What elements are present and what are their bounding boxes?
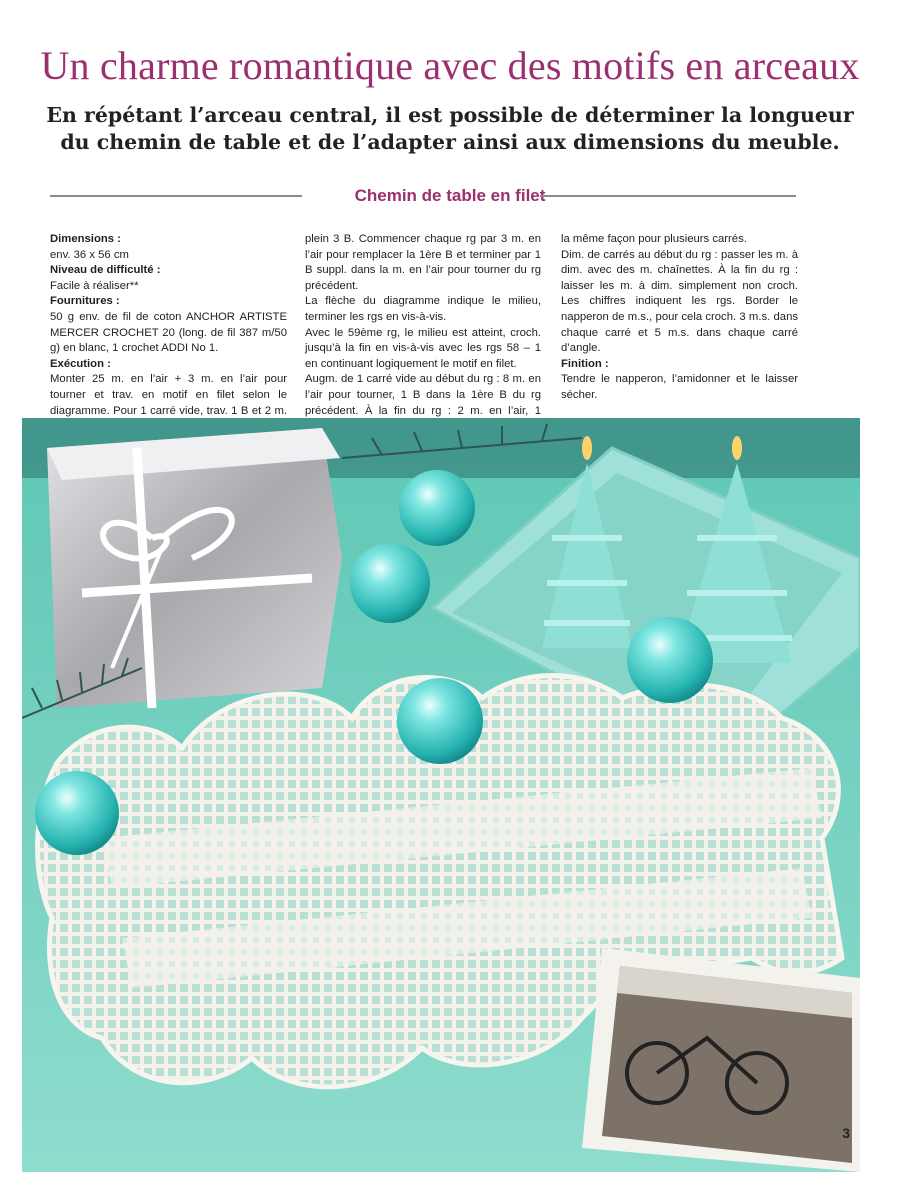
finition-label: Finition : <box>561 357 609 370</box>
gift-box <box>47 428 342 708</box>
difficulty-value: Facile à réaliser** <box>50 279 139 292</box>
difficulty-label: Niveau de difficulté : <box>50 264 161 277</box>
text-column-3 <box>561 232 798 431</box>
dimensions-value: env. 36 x 56 cm <box>50 248 129 261</box>
ornament-ball <box>350 543 430 623</box>
col3-paragraph-2: Dim. de carrés au début du rg : passer les m. à dim. avec des m. chaînettes. À la fin du rg : laisser les m. à dim. simplement non croch. Les chiffres indiquent les rgs. Border le napperon de m.s., pour cela croch. 3 m.s. dans chaque carré et 5 m.s. dans chaque carré d’angle. <box>561 248 798 355</box>
execution-text: Monter 25 m. en l’air + 3 m. en l’air pour tourner et trav. en motif en filet selon le diagramme. Pour 1 carré vide, trav. 1 B et 2 m. <box>50 373 287 417</box>
col3-paragraph-1: la même façon pour plusieurs carrés. <box>561 233 747 245</box>
finition-text: Tendre le napperon, l’amidonner et le laisser sécher. <box>561 373 798 401</box>
ornament-ball <box>35 771 119 855</box>
ornament-ball <box>627 617 713 703</box>
ornament-ball <box>397 678 483 764</box>
execution-label: Exécution : <box>50 357 111 370</box>
ornament-ball <box>399 470 475 546</box>
section-title: Chemin de table en filet <box>354 186 546 205</box>
page-title: Un charme romantique avec des motifs en arceaux <box>40 43 860 88</box>
page-number: 3 <box>842 1125 850 1141</box>
supplies-text: 50 g env. de fil de coton ANCHOR ARTISTE MERCER CROCHET 20 (long. de fil 387 m/50 g) en blanc, 1 crochet ADDI No 1. <box>50 310 287 355</box>
text-column-1 <box>50 232 287 435</box>
col2-paragraph-3: Avec le 59ème rg, le milieu est atteint, croch. jusqu’à la fin en vis-à-vis avec les rgs 58 – 1 en continuant logiquement le motif en filet. <box>305 326 541 370</box>
col2-paragraph-1: plein 3 B. Commencer chaque rg par 3 m. en l’air pour remplacer la 1ère B et terminer par 1 B suppl. dans la m. en l’air pour tourner du rg précédent. <box>305 233 541 292</box>
product-photo <box>22 418 860 1172</box>
supplies-label: Fournitures : <box>50 295 120 308</box>
col2-paragraph-4: Augm. de 1 carré vide au début du rg : 8 m. en l’air pour tourner, 1 B dans la 1ère B du rg précédent. À la fin du rg : 2 m. en l’air, 1 <box>305 373 541 417</box>
divider-right <box>540 195 796 197</box>
dimensions-label: Dimensions : <box>50 233 121 245</box>
divider-left <box>50 195 302 197</box>
col2-paragraph-2: La flèche du diagramme indique le milieu, terminer les rgs en vis-à-vis. <box>305 295 541 323</box>
page-subtitle <box>40 102 860 156</box>
subtitle-line-2: du chemin de table et de l’adapter ainsi aux dimensions du meuble. <box>60 130 840 154</box>
subtitle-line-1: En répétant l’arceau central, il est possible de déterminer la longueur <box>46 103 854 127</box>
photo-card <box>582 948 860 1172</box>
